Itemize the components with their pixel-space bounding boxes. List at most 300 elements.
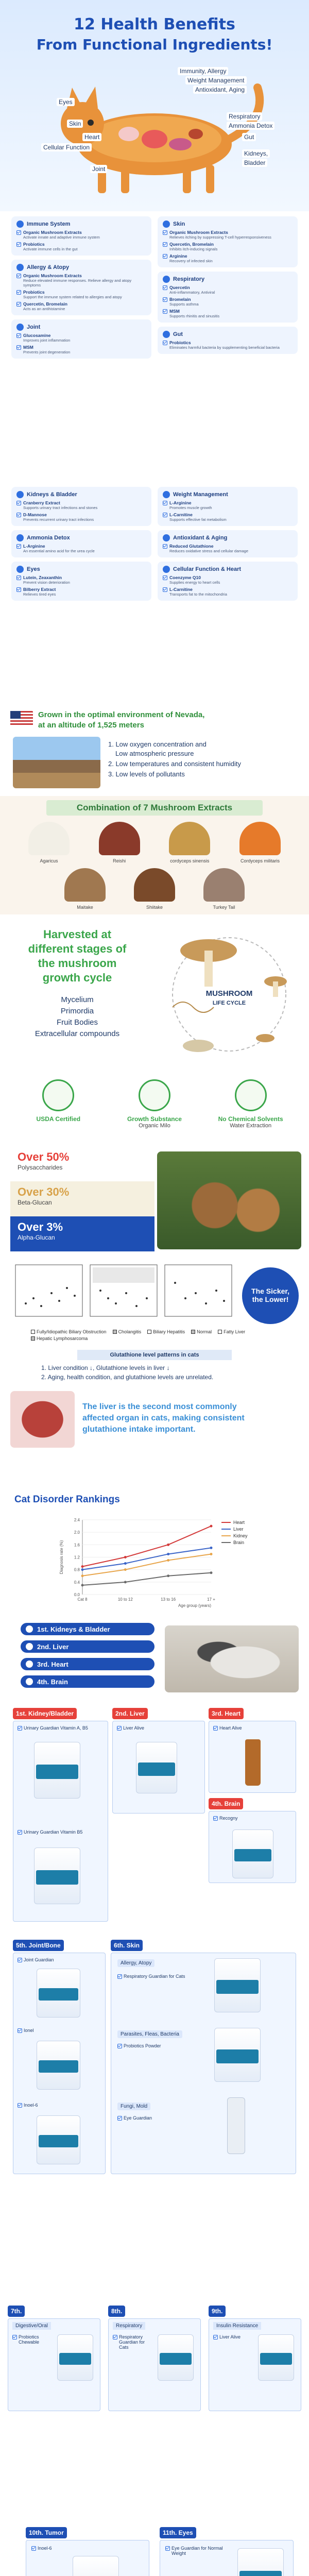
data-point	[210, 1525, 213, 1528]
check-icon	[163, 341, 167, 345]
tag-8th: 8th.	[108, 2306, 125, 2317]
glutathione-scatter-charts	[10, 1262, 237, 1324]
scatter-panel-1	[15, 1265, 82, 1316]
data-point	[124, 1556, 127, 1558]
mushroom-name: Reishi	[113, 858, 126, 863]
ranking-label: 3rd. Heart	[37, 1660, 68, 1668]
mushroom-image	[169, 822, 210, 855]
benefit-card-title	[16, 264, 146, 271]
benefit-card-cellular-function-heart	[158, 562, 298, 601]
ingredient-name: Arginine	[169, 253, 187, 259]
benefit-card-eyes	[11, 562, 151, 601]
ingredient-desc: Relieves tired eyes	[23, 592, 56, 597]
data-point	[81, 1565, 84, 1568]
checkbox-icon	[117, 2116, 122, 2121]
stage-extracellular: Extracellular compounds	[35, 1029, 120, 1038]
benefit-title-text: Skin	[173, 221, 185, 227]
ingredient-text	[169, 230, 271, 240]
ingredient-desc: Supports effective fat metabolism	[169, 517, 227, 522]
legend-swatch	[31, 1330, 35, 1334]
ingredient-item	[163, 309, 293, 318]
ingredient-name: Organic Mushroom Extracts	[169, 230, 228, 235]
benefit-title-text: Gut	[173, 331, 183, 337]
ingredient-name: MSM	[169, 309, 180, 314]
lifecycle-center-label	[203, 989, 255, 1008]
benefit-card-antioxidant-aging	[158, 530, 298, 557]
check-icon	[16, 544, 21, 549]
benefit-title-text: Immune System	[27, 221, 71, 227]
lifecycle-title-line4: growth cycle	[42, 971, 112, 984]
ingredient-item	[163, 230, 293, 240]
ingredient-item	[163, 242, 293, 251]
ingredient-desc: An essential amino acid for the urea cycle	[23, 549, 95, 553]
hero-label-kidneys: Kidneys,	[242, 149, 270, 158]
check-icon	[16, 501, 21, 505]
benefit-title-text: Antioxidant & Aging	[173, 535, 228, 541]
ranking-item	[21, 1658, 154, 1670]
cert-item	[210, 1079, 292, 1129]
composition-section	[0, 1146, 309, 1255]
joint-icon	[16, 324, 24, 331]
lifecycle-section	[0, 917, 309, 1072]
ingredient-text	[23, 544, 95, 553]
liver-note	[82, 1401, 299, 1435]
ingredient-name: Probiotics	[23, 290, 45, 295]
check-icon	[163, 254, 167, 259]
mushroom-item	[21, 822, 77, 863]
data-point	[210, 1553, 213, 1555]
heart-icon	[163, 566, 170, 573]
ingredient-name: Lutein, Zeaxanthin	[23, 575, 62, 580]
composition-percent: Over 30%	[18, 1185, 70, 1198]
tag-9th: 9th.	[209, 2306, 226, 2317]
benefit-card-title	[163, 491, 293, 498]
ingredient-name: D-Mannose	[23, 512, 47, 517]
composition-item	[10, 1181, 154, 1216]
check-icon	[163, 501, 167, 505]
benefit-card-title	[163, 566, 293, 573]
check-icon	[163, 575, 167, 580]
benefit-card-title	[16, 566, 146, 573]
ingredient-name: L-Carnitine	[169, 587, 193, 592]
mushroom-name: Agaricus	[40, 858, 58, 863]
composition-item	[10, 1146, 154, 1181]
ingredient-text	[169, 512, 227, 522]
ingredient-text	[169, 587, 227, 597]
ingredient-text	[169, 285, 215, 295]
legend-label: Fatty Liver	[224, 1329, 246, 1334]
data-point	[210, 1571, 213, 1574]
cert-sub: Organic Milo	[139, 1123, 170, 1129]
product-liver-alive-insulin[interactable]: Liver Alive	[213, 2334, 241, 2340]
ingredient-name: Probiotics	[169, 340, 191, 345]
glutathione-note-1: 1. Liver condition ↓, Glutathione levels in liver ↓	[41, 1364, 170, 1371]
legend-label: Biliary Hepatitis	[153, 1329, 185, 1334]
cert-item	[17, 1079, 99, 1129]
benefit-card-title	[163, 534, 293, 541]
ingredient-item	[16, 512, 146, 522]
detox-icon	[16, 534, 24, 541]
mushroom-name: cordyceps sinensis	[170, 858, 210, 863]
ingredient-desc: Acts as an antihistamine	[23, 307, 65, 311]
check-icon	[163, 242, 167, 247]
mushroom-name: Maitake	[77, 905, 93, 910]
benefit-card-allergy-atopy	[11, 260, 151, 315]
hero-label-gut: Gut	[242, 133, 256, 141]
y-axis-label: Diagnosis rate (%)	[59, 1540, 64, 1574]
skin-group-fungi: Fungi, Mold	[117, 2103, 150, 2110]
product-respiratory-guardian-cats[interactable]: Respiratory Guardian for Cats	[117, 1974, 190, 1979]
lifecycle-stages	[5, 994, 149, 1040]
ingredient-item	[163, 500, 293, 510]
product-joint-guardian[interactable]: Joint Guardian	[18, 1957, 54, 1962]
benefits-b-right-column	[158, 487, 298, 601]
x-tick-label: 13 to 16	[161, 1597, 176, 1602]
legend-swatch	[113, 1330, 117, 1334]
mushroom-item	[161, 822, 218, 863]
lifecycle-title-line1: Harvested at	[43, 928, 112, 941]
skin-icon	[163, 221, 170, 228]
composition-item	[10, 1216, 154, 1251]
tumor-card	[26, 2540, 149, 2576]
usa-flag-icon	[10, 711, 33, 726]
skin-group-parasites: Parasites, Fleas, Bacteria	[117, 2030, 182, 2038]
mushroom-item	[196, 868, 252, 910]
data-point	[124, 1562, 127, 1565]
checkbox-icon	[18, 1958, 22, 1962]
eye-icon	[16, 566, 24, 573]
product-urinary-guardian-a-b5[interactable]: Urinary Guardian Vitamin A, B5	[18, 1725, 105, 1731]
ingredient-desc: Recovery of infected skin	[169, 259, 213, 263]
benefit-card-kidneys-bladder	[11, 487, 151, 526]
kidney-icon	[16, 491, 24, 498]
check-icon	[16, 290, 21, 295]
benefit-title-text: Respiratory	[173, 276, 205, 282]
legend-item	[113, 1329, 142, 1334]
ingredient-item	[16, 242, 146, 251]
ingredient-text	[169, 297, 199, 307]
mushroom-title: Combination of 7 Mushroom Extracts	[76, 803, 233, 812]
jar-probiotics-chewable	[57, 2334, 93, 2381]
data-point	[167, 1544, 169, 1546]
hero-section	[0, 0, 309, 211]
ingredient-name: Bilberry Extract	[23, 587, 56, 592]
check-icon	[16, 230, 21, 235]
benefits-a-left-column	[11, 216, 151, 359]
benefit-title-text: Eyes	[27, 566, 40, 572]
check-icon	[16, 333, 21, 338]
ingredient-item	[16, 345, 146, 354]
legend-label: Liver	[233, 1527, 244, 1532]
sub-respiratory: Respiratory	[113, 2322, 145, 2330]
hero-title-line1: 12 Health Benefits	[74, 15, 235, 33]
ranking-item	[21, 1640, 154, 1653]
cat-illustration	[0, 57, 309, 211]
jar-inoel-6-tumor	[73, 2556, 119, 2576]
hero-label-ammonia: Ammonia Detox	[227, 122, 274, 130]
tag-7th: 7th.	[8, 2306, 25, 2317]
glutathione-section	[0, 1257, 309, 1499]
product-urinary-guardian-b5[interactable]: Urinary Guardian Vitamin B5	[18, 1829, 105, 1835]
hero-label-bladder: Bladder	[242, 159, 267, 167]
ingredient-text	[23, 230, 100, 240]
paw-icon	[26, 1660, 33, 1668]
joint-product-card	[13, 1953, 106, 2174]
benefit-card-gut	[158, 327, 298, 354]
ingredient-desc: Eliminates harmful bacteria by supplementing beneficial bacteria	[169, 345, 280, 350]
ingredient-item	[163, 587, 293, 597]
benefit-card-title	[163, 276, 293, 283]
ingredient-desc: Supports rhinitis and sinusitis	[169, 314, 220, 318]
checkbox-icon	[165, 2546, 170, 2551]
ingredient-name: Organic Mushroom Extracts	[23, 230, 82, 235]
cert-item	[113, 1079, 196, 1129]
mushroom-image	[99, 822, 140, 855]
check-icon	[16, 242, 21, 247]
ingredient-text	[169, 500, 212, 510]
digestive-card	[8, 2318, 100, 2411]
legend-item	[147, 1329, 185, 1334]
jar-recogny	[232, 1829, 273, 1878]
liver-image	[10, 1391, 75, 1448]
legend-swatch	[147, 1330, 151, 1334]
tag-kidney-bladder: 1st. Kidney/Bladder	[13, 1708, 77, 1719]
ingredient-name: L-Carnitine	[169, 512, 193, 517]
benefit-title-text: Cellular Function & Heart	[173, 566, 242, 572]
y-tick-label: 0.4	[74, 1580, 80, 1585]
hero-label-skin: Skin	[67, 120, 83, 128]
ranking-label: 1st. Kidneys & Bladder	[37, 1625, 110, 1633]
ranking-label: 4th. Brain	[37, 1677, 68, 1686]
benefit-title-text: Allergy & Atopy	[27, 264, 70, 270]
wheat-icon	[139, 1079, 170, 1111]
ranking-item	[21, 1623, 154, 1635]
mushroom-image	[64, 868, 106, 902]
product-heart-alive[interactable]: Heart Alive	[213, 1725, 242, 1731]
benefit-card-title	[16, 534, 146, 541]
allergy-icon	[16, 264, 24, 271]
tag-brain: 4th. Brain	[209, 1798, 243, 1809]
y-tick-label: 0.0	[74, 1592, 80, 1597]
ranking-label: 2nd. Liver	[37, 1642, 69, 1651]
product-probiotics-chewable[interactable]: Probiotics Chewable	[12, 2334, 54, 2345]
benefit-card-joint	[11, 319, 151, 359]
product-liver-alive[interactable]: Liver Alive	[117, 1725, 144, 1731]
ingredient-item	[16, 230, 146, 240]
benefit-card-title	[163, 331, 293, 338]
ingredient-text	[169, 575, 220, 585]
mushroom-row-2	[57, 868, 252, 910]
cycle-label-line2: LIFE CYCLE	[212, 1000, 246, 1006]
legend-swatch	[191, 1330, 195, 1334]
ingredient-desc: Reduce elevated immune responses. Relieve allergy and atopy symptoms	[23, 278, 132, 287]
data-point	[81, 1568, 84, 1571]
nevada-title-line2: at an altitude of 1,525 meters	[38, 721, 144, 730]
product-respiratory-guardian[interactable]: Respiratory Guardian for Cats	[113, 2334, 154, 2350]
checkbox-icon	[213, 1726, 218, 1731]
check-icon	[163, 587, 167, 592]
composition-name: Alpha-Glucan	[18, 1234, 55, 1241]
jar-inoel-6	[37, 2115, 80, 2164]
ingredient-text	[23, 273, 146, 287]
benefits-section-a	[0, 211, 309, 479]
benefit-title-text: Kidneys & Bladder	[27, 492, 77, 498]
ingredient-desc: Transports fat to the mitochondria	[169, 592, 227, 597]
sub-digestive: Digestive/Oral	[12, 2322, 51, 2330]
respiratory-card	[108, 2318, 201, 2411]
product-recogny[interactable]: Recogny	[213, 1816, 238, 1821]
sub-insulin: Insulin Resistance	[213, 2322, 261, 2330]
ingredient-desc: Prevents joint degeneration	[23, 350, 71, 354]
heart-product-card	[209, 1721, 296, 1793]
ingredient-desc: Promotes muscle growth	[169, 505, 212, 510]
product-ionel[interactable]: Ionel	[18, 2028, 34, 2033]
ingredient-text	[169, 544, 248, 553]
badge-line2: the Lower!	[252, 1295, 289, 1303]
ingredient-text	[23, 333, 70, 343]
benefits-a-right-column	[158, 216, 298, 359]
ingredient-item	[16, 333, 146, 343]
checkbox-icon	[113, 2335, 117, 2340]
tag-joint-bone: 5th. Joint/Bone	[13, 1940, 64, 1951]
checkbox-icon	[117, 1974, 122, 1979]
water-drop-icon	[235, 1079, 267, 1111]
glutathione-note-2: 2. Aging, health condition, and glutathione levels are unrelated.	[41, 1374, 214, 1381]
ingredient-desc: Prevent vision deterioration	[23, 580, 70, 585]
legend-item	[191, 1329, 212, 1334]
lifecycle-title-line2: different stages of	[28, 942, 127, 955]
mushroom-item	[232, 822, 288, 863]
ingredient-desc: Prevents recurrent urinary tract infections	[23, 517, 94, 522]
mushroom-name: Turkey Tail	[213, 905, 235, 910]
ingredient-item	[16, 544, 146, 553]
ingredient-name: Quercetin, Bromelain	[23, 301, 67, 307]
skin-product-card	[111, 1953, 296, 2174]
checkbox-icon	[18, 2103, 22, 2108]
y-tick-label: 1.6	[74, 1543, 80, 1548]
check-icon	[16, 302, 21, 307]
ingredient-name: Bromelain	[169, 297, 191, 302]
certifications-row	[10, 1079, 299, 1129]
lungs-icon	[163, 276, 170, 283]
check-icon	[163, 285, 167, 290]
badge-line1: The Sicker,	[251, 1287, 289, 1295]
lifecycle-title-line3: the mushroom	[38, 957, 117, 970]
benefit-card-weight-management	[158, 487, 298, 526]
ingredient-name: Coenzyme Q10	[169, 575, 201, 580]
x-axis-label: Age group (years)	[178, 1603, 211, 1608]
tag-eyes: 11th. Eyes	[160, 2527, 196, 2538]
ingredient-desc: Anti-inflammatory, Antiviral	[169, 290, 215, 295]
ingredient-desc: Improves joint inflammation	[23, 338, 71, 343]
y-tick-label: 1.2	[74, 1555, 80, 1560]
nevada-point-1b: Low atmospheric pressure	[115, 750, 194, 757]
cert-title: No Chemical Solvents	[218, 1115, 283, 1123]
mushroom-item	[126, 868, 183, 910]
mushroom-image	[28, 822, 70, 855]
ingredient-item	[163, 575, 293, 585]
benefit-card-immune-system	[11, 216, 151, 256]
checkbox-icon	[12, 2335, 17, 2340]
ingredient-item	[163, 297, 293, 307]
ingredient-item	[163, 253, 293, 263]
shield-icon	[16, 221, 24, 228]
ingredient-item	[163, 340, 293, 350]
mushroom-item	[91, 822, 148, 863]
mushroom-section	[0, 796, 309, 914]
sicker-lower-badge	[242, 1267, 299, 1324]
mushroom-name: Shiitake	[146, 905, 163, 910]
mushroom-photo	[157, 1151, 301, 1249]
jar-probiotics-powder	[214, 2028, 261, 2082]
gut-icon	[163, 331, 170, 338]
x-tick-label: 10 to 12	[117, 1597, 133, 1602]
ingredient-item	[163, 512, 293, 522]
brain-product-card	[209, 1811, 296, 1883]
product-inoel-6-tumor[interactable]: Inoel-6	[31, 2546, 52, 2551]
check-icon	[163, 544, 167, 549]
ingredient-name: Glucosamine	[23, 333, 51, 338]
check-icon	[163, 513, 167, 517]
legend-item	[31, 1336, 88, 1341]
ingredient-desc: Supports asthma	[169, 302, 199, 307]
benefit-card-title	[163, 221, 293, 228]
product-eye-guardian-skin[interactable]: Eye Guardian	[117, 2115, 152, 2121]
liver-note-line1: The liver is the second most commonly	[82, 1402, 237, 1411]
certifications-section	[0, 1074, 309, 1141]
rankings-title: Cat Disorder Rankings	[14, 1494, 120, 1505]
ingredient-text	[23, 345, 70, 354]
ingredient-text	[23, 512, 94, 522]
cycle-label-line1: MUSHROOM	[205, 989, 253, 998]
composition-name: Polysaccharides	[18, 1164, 63, 1171]
ingredient-item	[16, 500, 146, 510]
cert-title: USDA Certified	[36, 1115, 81, 1123]
ingredient-text	[169, 309, 219, 318]
ingredient-name: Reduced Glutathione	[169, 544, 214, 549]
check-icon	[16, 345, 21, 350]
check-icon	[163, 230, 167, 235]
ingredient-text	[23, 587, 56, 597]
product-probiotics-powder[interactable]: Probiotics Powder	[117, 2043, 161, 2048]
product-inoel-6[interactable]: Inoel-6	[18, 2103, 38, 2108]
nevada-point-1: 1. Low oxygen concentration and	[108, 740, 207, 748]
legend-label: Normal	[197, 1329, 212, 1334]
liver-product-card	[112, 1721, 205, 1814]
nevada-section	[0, 703, 309, 796]
ranking-item	[21, 1675, 154, 1688]
liver-note-line3: glutathione intake important.	[82, 1425, 196, 1434]
nevada-title-line1: Grown in the optimal environment of Nevada,	[38, 710, 205, 719]
rankings-section	[0, 1484, 309, 1700]
legend-item	[218, 1329, 245, 1334]
check-icon	[16, 513, 21, 517]
checkbox-icon	[117, 1726, 122, 1731]
jar-ionel	[37, 2041, 80, 2090]
kidney-product-card	[13, 1721, 108, 1922]
ingredient-text	[169, 340, 280, 350]
ingredient-name: Quercetin	[169, 285, 190, 290]
lifecycle-title	[5, 927, 149, 985]
products-section-2	[0, 1935, 309, 2182]
products-section-1	[0, 1700, 309, 1927]
ranking-list	[21, 1623, 154, 1688]
benefit-title-text: Ammonia Detox	[27, 535, 70, 541]
ingredient-desc: Relieves itching by suppressing T-cell hyperresponsiveness	[169, 235, 271, 240]
checkbox-icon	[18, 1830, 22, 1835]
product-eye-guardian-normal[interactable]: Eye Guardian for Normal Weight	[165, 2546, 232, 2556]
check-icon	[163, 297, 167, 302]
